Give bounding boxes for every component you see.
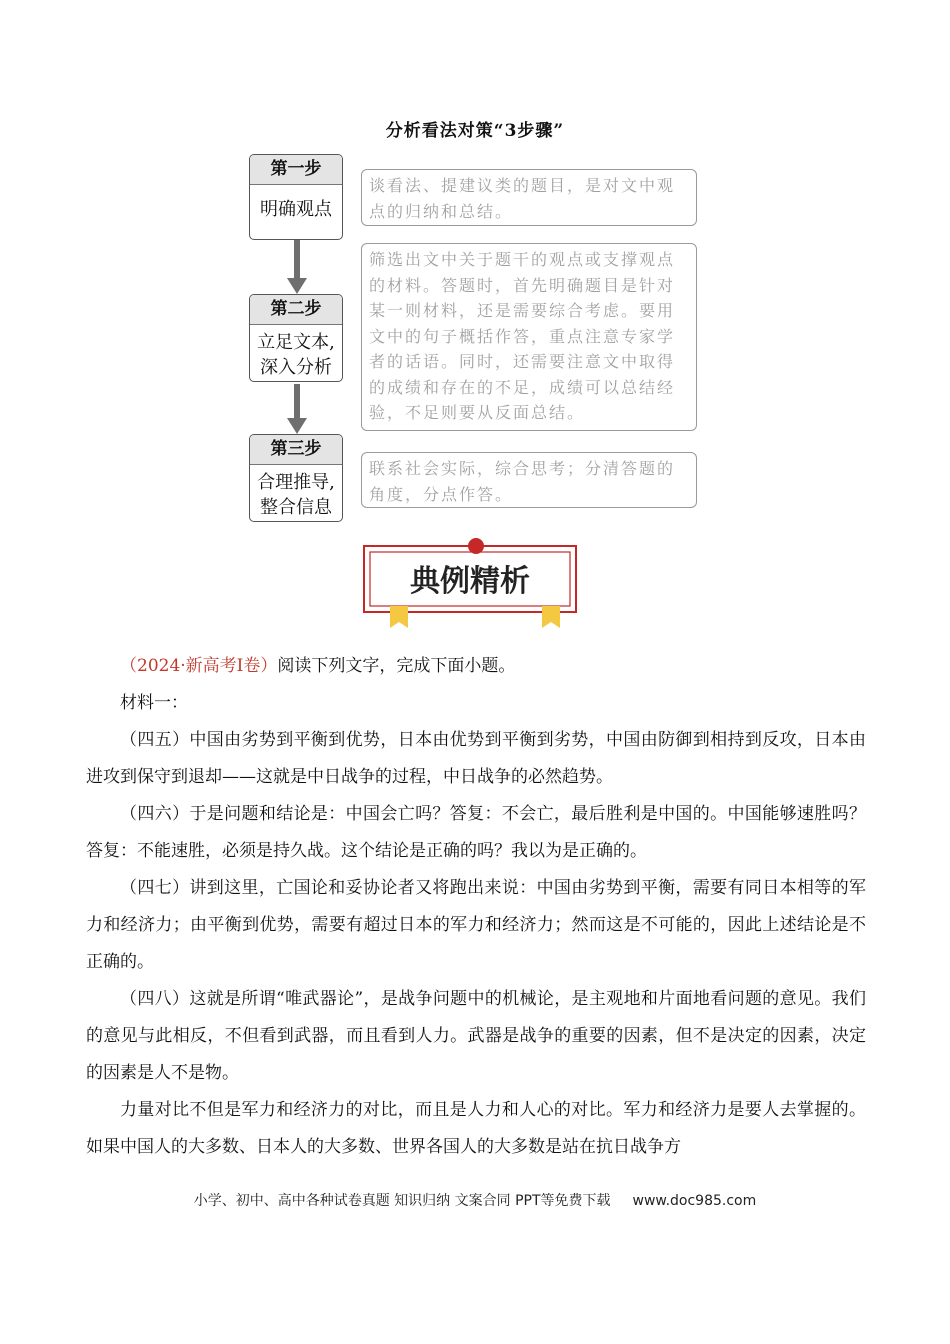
step-3-label: 第三步 <box>250 435 342 465</box>
paragraph-46: （四六）于是问题和结论是：中国会亡吗？答复：不会亡，最后胜利是中国的。中国能够速胜吗？答复：不能速胜，必须是持久战。这个结论是正确的吗？我以为是正确的。 <box>86 804 866 861</box>
step-3-line-2: 整合信息 <box>260 497 332 518</box>
step-2-description: 筛选出文中关于题干的观点或支撑观点的材料。答题时，首先明确题目是针对某一则材料，还是需要综合考虑。要用文中的句子概括作答，重点注意专家学者的话语。同时，还需要注意文中取得的成绩和存在的不足，成绩可以总结经验，不足则要从反面总结。 <box>361 243 697 431</box>
question-line <box>86 648 866 685</box>
step-3-description: 联系社会实际，综合思考；分清答题的角度，分点作答。 <box>361 452 697 508</box>
question-source: （2024·新高考I卷） <box>120 656 278 676</box>
step-1-box <box>249 154 343 240</box>
down-arrow-icon <box>286 240 308 294</box>
step-1-description: 谈看法、提建议类的题目，是对文中观点的归纳和总结。 <box>361 169 697 226</box>
step-2-line-1: 立足文本, <box>257 332 335 353</box>
step-1-line-1: 明确观点 <box>260 199 332 220</box>
step-3-box <box>249 434 343 522</box>
section-banner <box>350 536 590 632</box>
paragraph-45: （四五）中国由劣势到平衡到优势，日本由优势到平衡到劣势，中国由防御到相持到反攻，日本由进攻到保守到退却——这就是中日战争的过程，中日战争的必然趋势。 <box>86 730 866 787</box>
paragraph-force-comparison: 力量对比不但是军力和经济力的对比，而且是人力和人心的对比。军力和经济力是要人去掌握的。如果中国人的大多数、日本人的大多数、世界各国人的大多数是站在抗日战争方 <box>86 1100 866 1157</box>
step-2-box <box>249 294 343 382</box>
footer-url[interactable]: www.doc985.com <box>632 1193 757 1209</box>
paragraph-48: （四八）这就是所谓“唯武器论”，是战争问题中的机械论，是主观地和片面地看问题的意见。我们的意见与此相反，不但看到武器，而且看到人力。武器是战争的重要的因素，但不是决定的因素，决定的因素是人不是物。 <box>86 989 866 1083</box>
step-3-line-1: 合理推导, <box>257 472 335 493</box>
footer-text: 小学、初中、高中各种试卷真题 知识归纳 文案合同 PPT等免费下载 <box>193 1193 611 1209</box>
step-1-label: 第一步 <box>250 155 342 185</box>
step-2-label: 第二步 <box>250 295 342 325</box>
banner-title: 典例精析 <box>410 564 530 599</box>
question-prompt: 阅读下列文字，完成下面小题。 <box>277 656 516 676</box>
page-title: 分析看法对策“3步骤” <box>385 121 565 141</box>
material-label: 材料一： <box>120 693 188 713</box>
step-2-line-2: 深入分析 <box>260 357 332 378</box>
paragraph-47: （四七）讲到这里，亡国论和妥协论者又将跑出来说：中国由劣势到平衡，需要有同日本相等的军力和经济力；由平衡到优势，需要有超过日本的军力和经济力；然而这是不可能的，因此上述结论是不正确的。 <box>86 878 866 972</box>
down-arrow-icon <box>286 384 308 434</box>
footer <box>0 1190 950 1210</box>
